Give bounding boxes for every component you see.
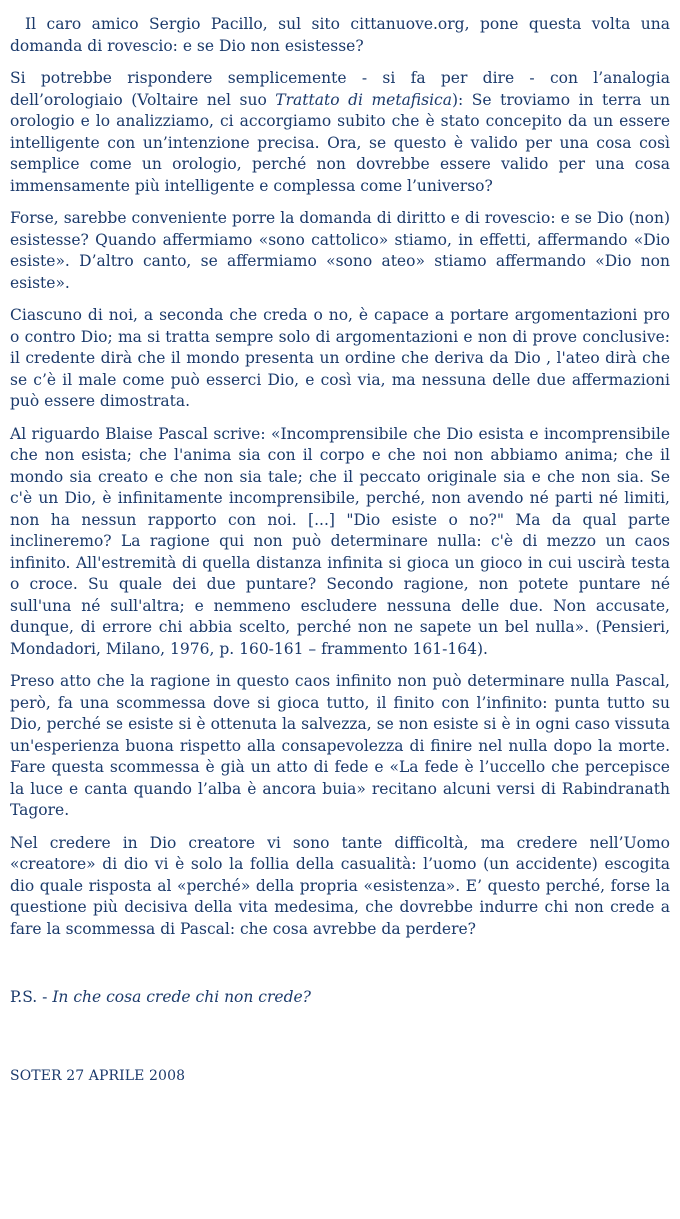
paragraph-reverse-question-text: Forse, sarebbe conveniente porre la domanda di diritto e di rovescio: e se Dio (non) esistesse? Quando affermiamo «sono cattolico» stiamo, in effetti, affermando «Dio esiste». D’altro canto, se affermiamo «sono ateo» stiamo affermando «Dio non esiste». <box>10 209 670 292</box>
paragraph-arguments <box>10 305 670 413</box>
paragraph-conclusion-text: Nel credere in Dio creatore vi sono tante difficoltà, ma credere nell’Uomo «creatore» di dio vi è solo la follia della casualità: l’uomo (un accidente) escogita dio quale risposta al «perché» della propria «esistenza». E’ questo perché, forse la questione più decisiva della vita medesima, che dovrebbe indurre chi non crede a fare la scommessa di Pascal: che cosa avrebbe da perdere? <box>10 833 670 938</box>
postscript-question: In che cosa crede chi non crede? <box>52 988 311 1006</box>
paragraph-intro-text: Il caro amico Sergio Pacillo, sul sito cittanuove.org, pone questa volta una domanda di rovescio: e se Dio non esistesse? <box>10 15 670 55</box>
signature: SOTER 27 APRILE 2008 <box>10 1067 186 1084</box>
article-body <box>10 14 670 1098</box>
paragraph-watchmaker <box>10 68 670 197</box>
postscript-prefix: P.S. - <box>10 988 53 1006</box>
postscript <box>10 987 670 1009</box>
paragraph-intro <box>10 14 670 57</box>
paragraph-watchmaker-text-b: ): Se troviamo in terra un orologio e lo analizziamo, ci accorgiamo subito che è stato concepito da un essere intelligente con un’intenzione precisa. Ora, se questo è valido per una cosa così semplice come un orologio, perché non dovrebbe essere valido per una cosa immensamente più intelligente e complessa come l’universo? <box>10 90 670 195</box>
paragraph-pascal-quote <box>10 424 670 661</box>
spacer <box>10 1020 670 1066</box>
paragraph-pascal-quote-text: Al riguardo Blaise Pascal scrive: «Incomprensibile che Dio esista e incomprensibile che non esista; che l'anima sia con il corpo e che noi non abbiamo anima; che il mondo sia creato e che non sia tale; che il peccato originale sia e che non sia. Se c'è un Dio, è infinitamente incomprensibile, perché, non avendo né parti né limiti, non ha nessun rapporto con noi. [...] "Dio esiste o no?" Ma da qual parte inclineremo? La ragione qui non può determinare nulla: c'è di mezzo un caos infinito. All'estremità di quella distanza infinita si gioca un gioco in cui uscirà testa o croce. Su quale dei due puntare? Secondo ragione, non potete puntare né sull'una né sull'altra; e nemmeno escludere nessuna delle due. Non accusate, dunque, di errore chi abbia scelto, perché non ne sapete un bel nulla». (Pensieri, Mondadori, Milano, 1976, p. 160-161 – frammento 161-164). <box>10 424 670 658</box>
paragraph-conclusion <box>10 833 670 941</box>
paragraph-arguments-text: Ciascuno di noi, a seconda che creda o no, è capace a portare argomentazioni pro o contro Dio; ma si tratta sempre solo di argomentazioni e non di prove conclusive: il credente dirà che il mondo presenta un ordine che deriva da Dio , l'ateo dirà che se c’è il male come può esserci Dio, e così via, ma nessuna delle due affermazioni può essere dimostrata. <box>10 306 670 410</box>
paragraph-watchmaker-text-a: Si potrebbe rispondere semplicemente - si fa per dire - con l’analogia dell’orologiaio (Voltaire nel suo <box>10 69 670 109</box>
book-title: Trattato di metafisica <box>275 90 452 109</box>
paragraph-wager <box>10 671 670 822</box>
paragraph-reverse-question <box>10 208 670 294</box>
spacer <box>10 951 670 987</box>
paragraph-wager-text: Preso atto che la ragione in questo caos infinito non può determinare nulla Pascal, però, fa una scommessa dove si gioca tutto, il finito con l’infinito: punta tutto su Dio, perché se esiste si è ottenuta la salvezza, se non esiste si è in ogni caso vissuta un'esperienza buona rispetto alla consapevolezza di finire nel nulla dopo la morte. Fare questa scommessa è già un atto di fede e «La fede è l’uccello che percepisce la luce e canta quando l’alba è ancora buia» recitano alcuni versi di Rabindranath Tagore. <box>10 672 670 819</box>
